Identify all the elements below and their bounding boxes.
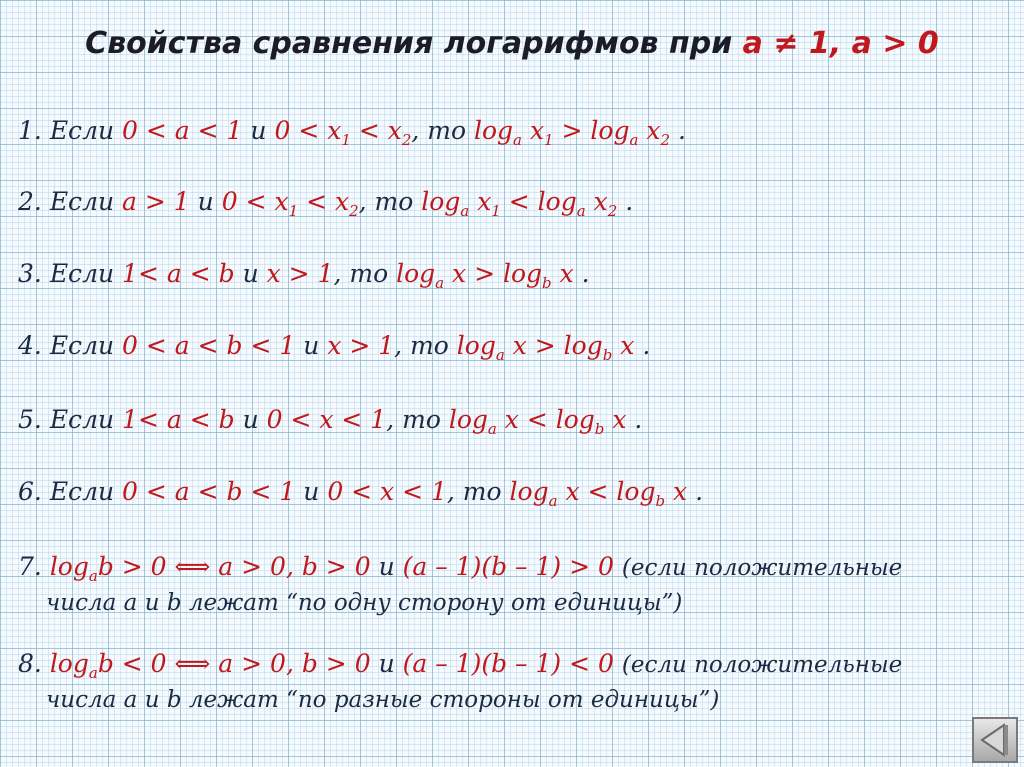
property-8: 8. $\log_ab < 0$ ⟺ a > 0, b > 0 и (a – 1)(b – 1) < 0 (если положительные: [18, 649, 903, 682]
page-title: [0, 26, 1024, 61]
back-arrow-icon: [974, 719, 1016, 761]
property-7: 7. $\log_ab > 0$ ⟺ a > 0, b > 0 и (a – 1)(b – 1) > 0 (если положительные: [18, 552, 903, 585]
property-4: 4. Если 0 < a < b < 1 и x > 1, то $\log_a x > \log_b x$ .: [18, 331, 651, 364]
property-3: 3. Если 1< a < b и x > 1, то $\log_a x > \log_b x$ .: [18, 259, 590, 292]
back-button[interactable]: [972, 717, 1018, 763]
property-1: 1. Если 0 < a < 1 и $0 < x_1 < x_2$, то $\log_a x_1 > \log_a x_2$ .: [18, 116, 686, 149]
property-2: 2. Если a > 1 и $0 < x_1 < x_2$, то $\log_a x_1 < \log_a x_2$ .: [18, 187, 634, 220]
property-6: 6. Если 0 < a < b < 1 и 0 < x < 1, то $\log_a x < \log_b x$ .: [18, 477, 704, 510]
title-condition: a ≠ 1, a > 0: [742, 26, 939, 61]
property-5: 5. Если 1< a < b и 0 < x < 1, то $\log_a x < \log_b x$ .: [18, 405, 643, 438]
property-7-note: числа a и b лежат “по одну сторону от единицы”): [46, 590, 683, 616]
property-8-note: числа a и b лежат “по разные стороны от единицы”): [46, 687, 720, 713]
title-text: Свойства сравнения логарифмов при: [85, 26, 733, 61]
